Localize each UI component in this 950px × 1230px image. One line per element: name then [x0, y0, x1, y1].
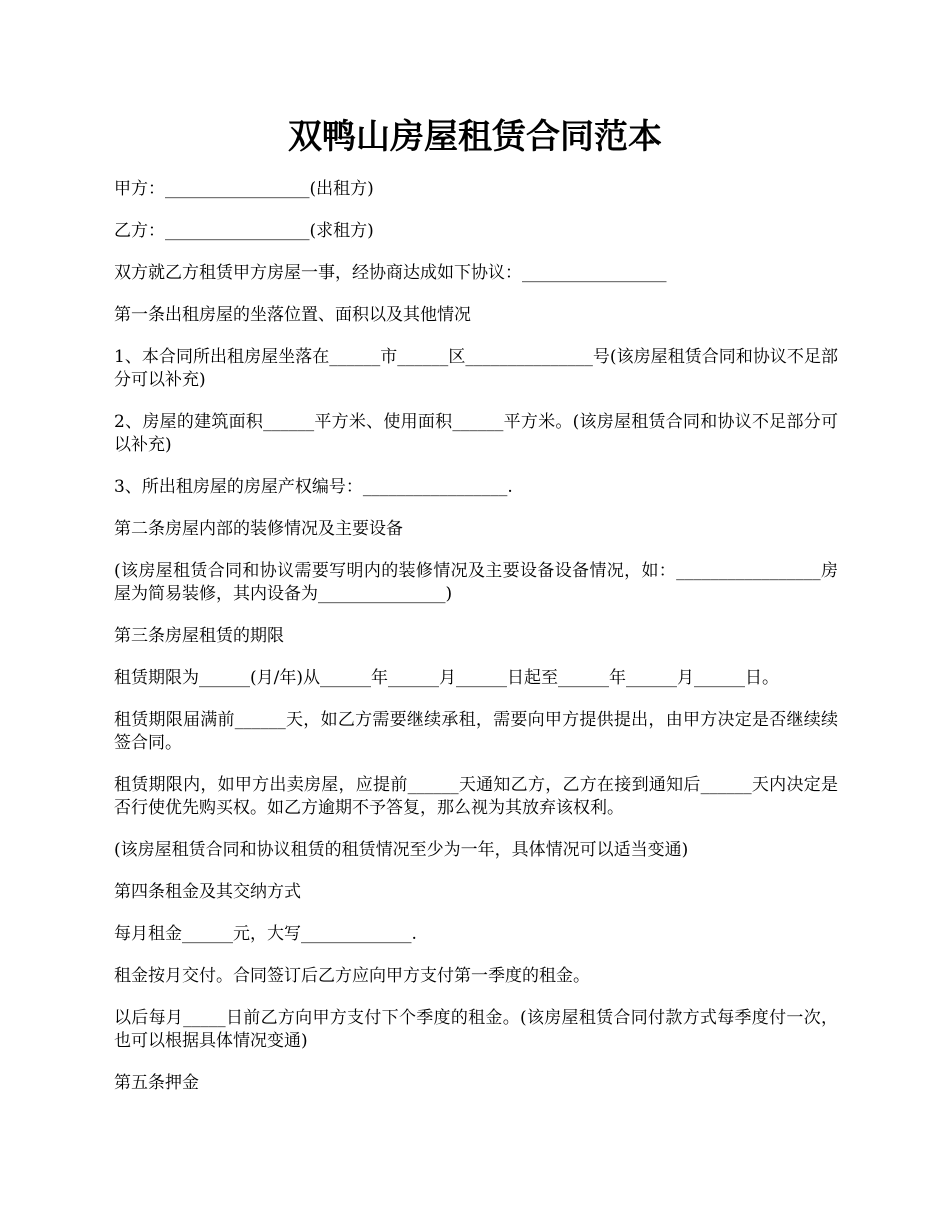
article-2-heading: 第二条房屋内部的装修情况及主要设备	[114, 519, 403, 539]
article-3-note: (该房屋租赁合同和协议租赁的租赁情况至少为一年，具体情况可以适当变通)	[114, 840, 689, 860]
article-1-clause-1: 1、本合同所出租房屋坐落在______市______区_______________号(该房屋租赁合同和协议不足部分可以补充)	[114, 347, 838, 390]
monthly-rent: 每月租金______元，大写_____________.	[114, 924, 417, 944]
document-body	[114, 178, 838, 1114]
lease-term: 租赁期限为______(月/年)从______年______月______日起至______年______月______日。	[114, 668, 779, 688]
rent-payment: 租金按月交付。合同签订后乙方应向甲方支付第一季度的租金。	[114, 966, 590, 986]
party-b-line: 乙方：_________________(求租方)	[114, 221, 374, 241]
agreement-intro: 双方就乙方租赁甲方房屋一事，经协商达成如下协议：_________________	[114, 263, 667, 283]
lease-renewal: 租赁期限届满前______天，如乙方需要继续承租，需要向甲方提供提出，由甲方决定是否继续续签合同。	[114, 710, 838, 753]
document-title: 双鸭山房屋租赁合同范本	[288, 117, 662, 157]
article-4-heading: 第四条租金及其交纳方式	[114, 882, 301, 902]
article-2-note: (该房屋租赁合同和协议需要写明内的装修情况及主要设备设备情况，如：_________________房屋为简易装修，其内设备为_______________)	[114, 561, 838, 604]
rent-schedule: 以后每月_____日前乙方向甲方支付下个季度的租金。(该房屋租赁合同付款方式每季度付一次，也可以根据具体情况变通)	[114, 1008, 838, 1051]
party-a-line: 甲方：_________________(出租方)	[114, 179, 374, 199]
article-5-heading: 第五条押金	[114, 1073, 199, 1093]
article-1-clause-2: 2、房屋的建筑面积______平方米、使用面积______平方米。(该房屋租赁合同和协议不足部分可以补充)	[114, 412, 838, 455]
article-3-heading: 第三条房屋租赁的期限	[114, 626, 284, 646]
preemptive-right: 租赁期限内，如甲方出卖房屋，应提前______天通知乙方，乙方在接到通知后______天内决定是否行使优先购买权。如乙方逾期不予答复，那么视为其放弃该权利。	[114, 775, 838, 818]
article-1-clause-3: 3、所出租房屋的房屋产权编号：_________________.	[114, 477, 513, 497]
article-1-heading: 第一条出租房屋的坐落位置、面积以及其他情况	[114, 305, 471, 325]
